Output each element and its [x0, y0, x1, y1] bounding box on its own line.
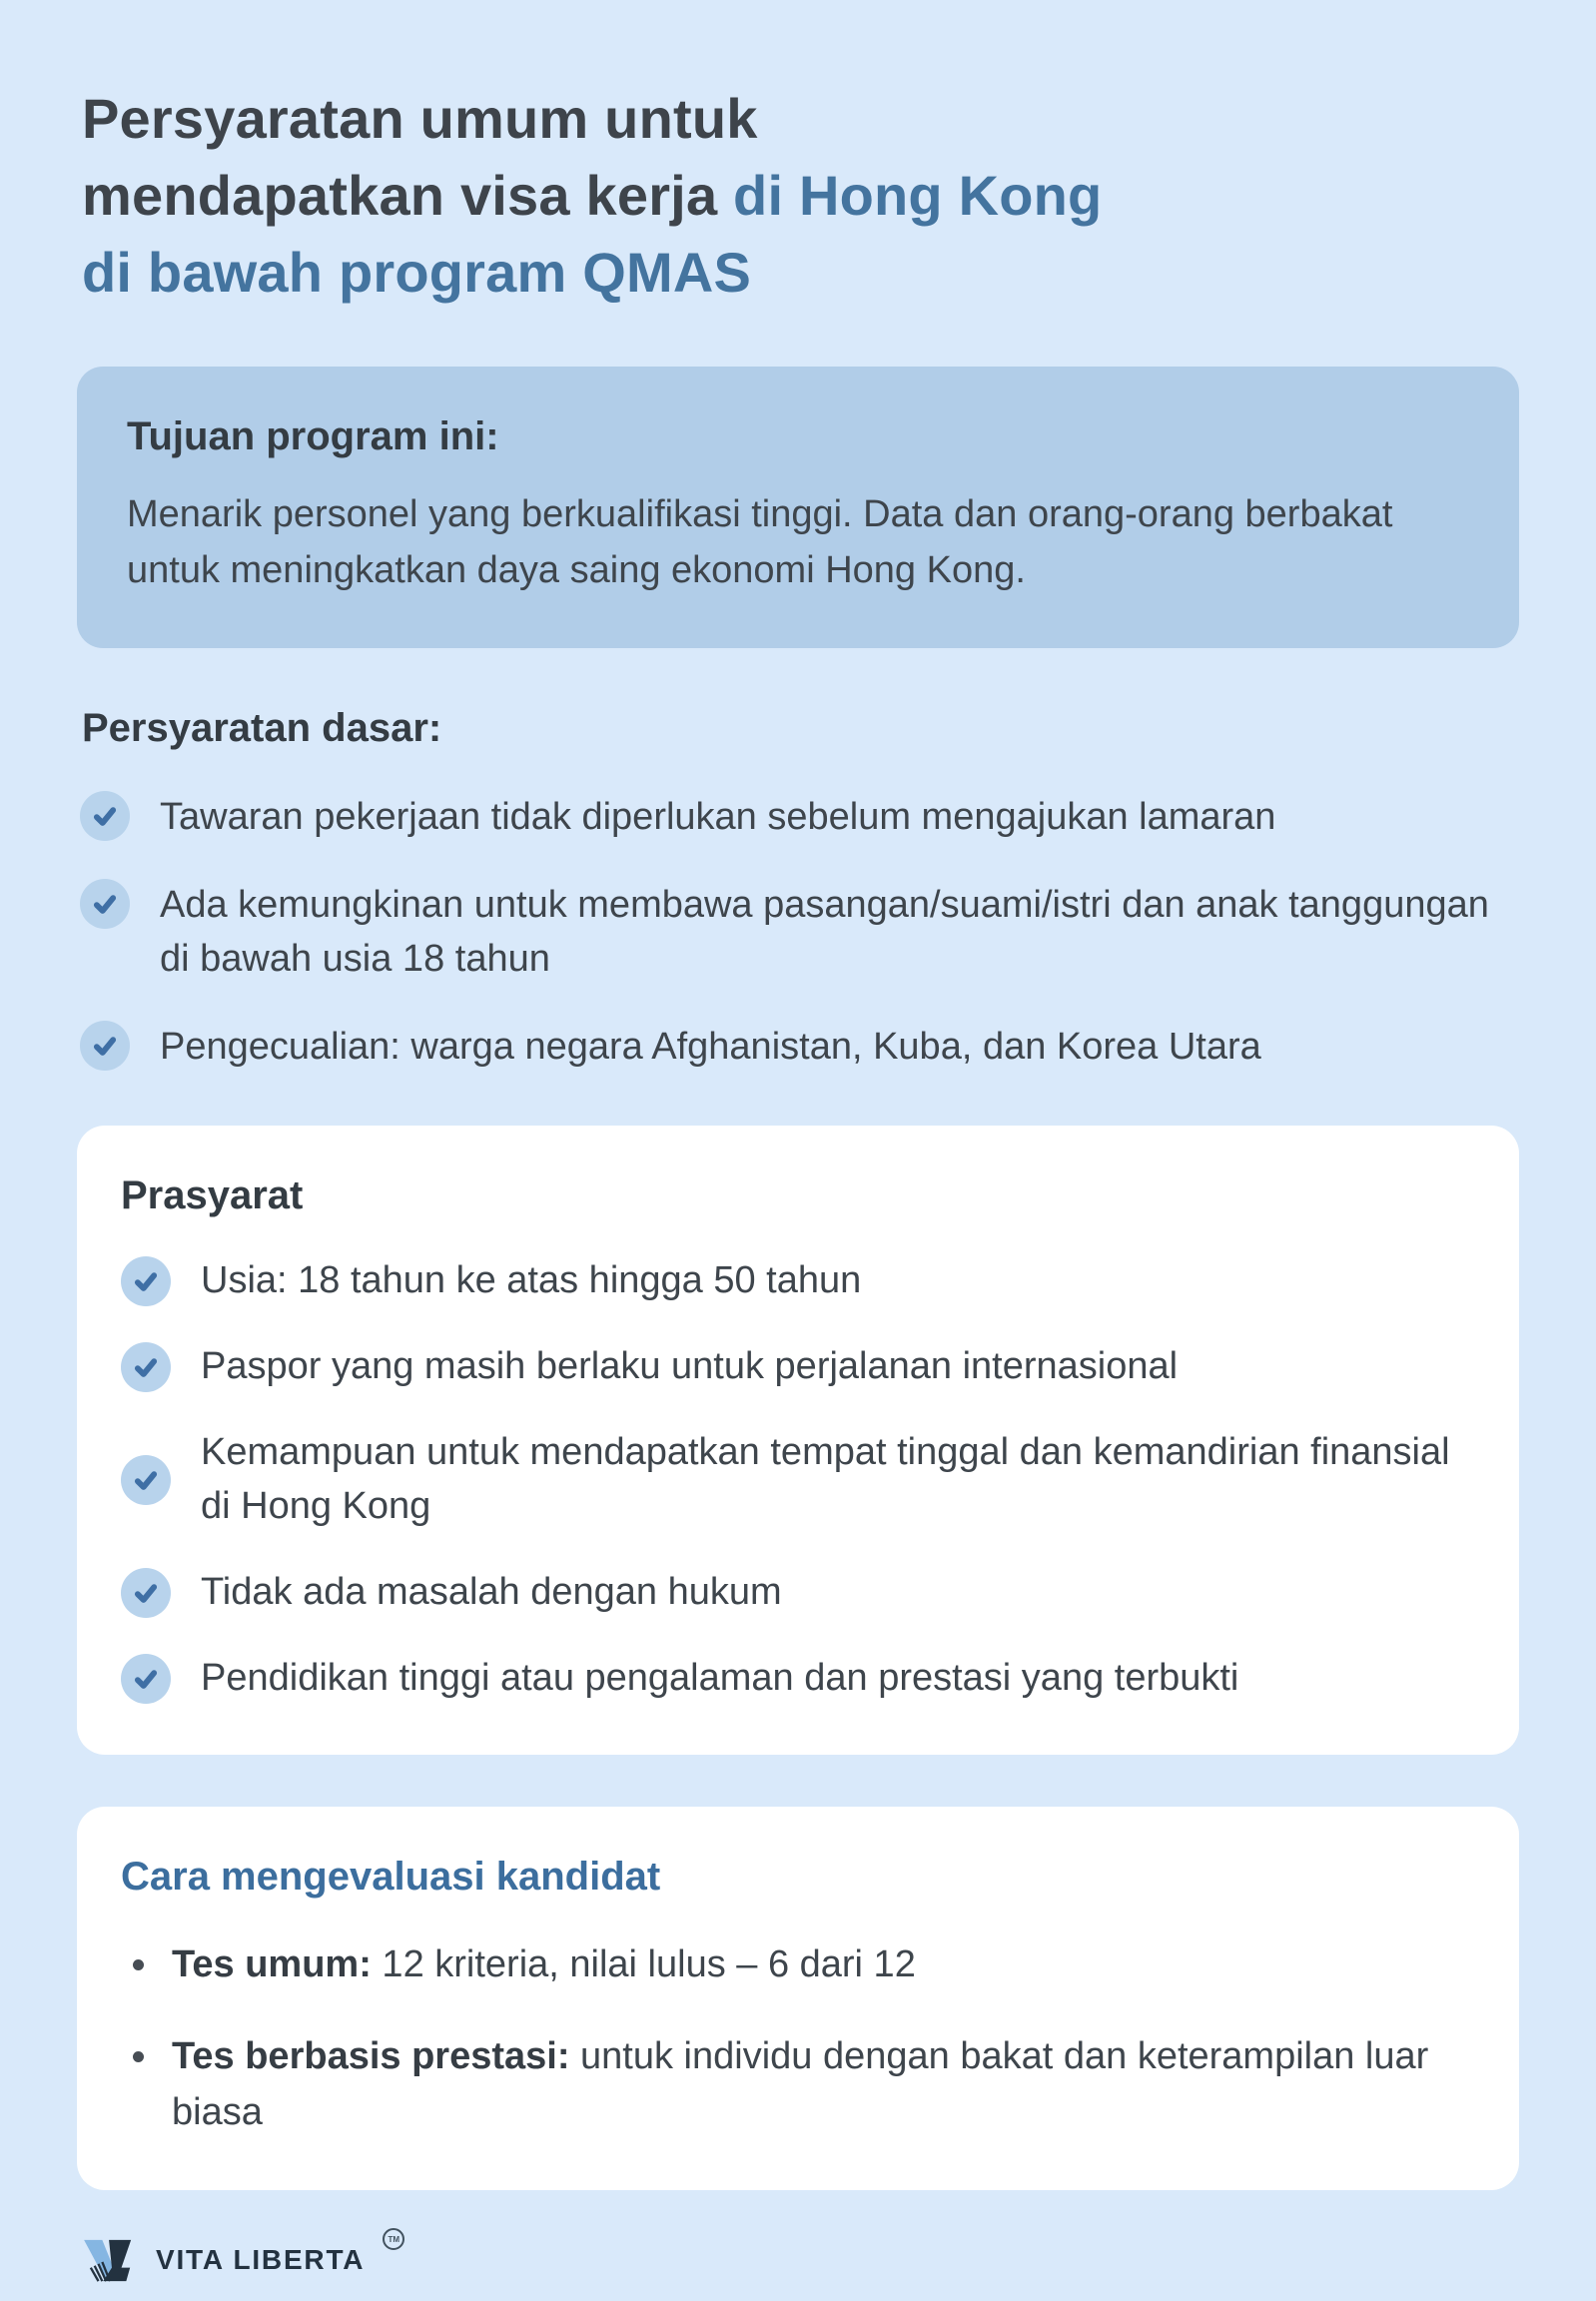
prerequisites-card	[77, 1126, 1519, 1755]
logo-mark-icon	[82, 2236, 140, 2284]
page-title	[77, 80, 1519, 311]
list-item	[121, 1425, 1475, 1533]
title-text-blue: di Hong Kong	[733, 164, 1103, 227]
list-item	[121, 1253, 1475, 1307]
list-item-text	[172, 1936, 916, 1992]
check-icon	[80, 879, 130, 929]
list-item-rest: 12 kriteria, nilai lulus – 6 dari 12	[371, 1943, 916, 1985]
list-item-text: Paspor yang masih berlaku untuk perjalanan internasional	[201, 1345, 1179, 1387]
list-item	[133, 2028, 1475, 2140]
bullet-dot-icon	[133, 1959, 144, 1970]
evaluation-heading: Cara mengevaluasi kandidat	[121, 1855, 661, 1899]
check-icon	[121, 1342, 171, 1392]
list-item	[80, 790, 1519, 844]
list-item	[133, 1936, 1475, 1992]
list-item-text: Kemampuan untuk mendapatkan tempat tinggal dan kemandirian finansial di Hong Kong	[201, 1431, 1450, 1527]
list-item-text: Pengecualian: warga negara Afghanistan, Kuba, dan Korea Utara	[160, 1026, 1261, 1068]
list-item	[121, 1651, 1475, 1705]
check-icon	[121, 1568, 171, 1618]
list-item-text	[172, 2028, 1475, 2140]
check-icon	[80, 791, 130, 841]
purpose-body: Menarik personel yang berkualifikasi tinggi. Data dan orang-orang berbakat untuk meningkatkan daya saing ekonomi Hong Kong.	[127, 493, 1393, 591]
list-item-bold: Tes berbasis prestasi:	[172, 2035, 570, 2077]
list-item-text: Tawaran pekerjaan tidak diperlukan sebelum mengajukan lamaran	[160, 796, 1276, 838]
list-item-rest: untuk individu dengan bakat dan keterampilan luar biasa	[172, 2035, 1429, 2133]
list-item	[80, 1020, 1519, 1074]
title-text-blue: di bawah program QMAS	[82, 241, 752, 304]
purpose-card	[77, 367, 1519, 648]
trademark-icon: TM	[383, 2228, 404, 2250]
list-item	[121, 1339, 1475, 1393]
title-text-dark: mendapatkan visa kerja	[82, 164, 734, 227]
list-item-bold: Tes umum:	[172, 1943, 372, 1985]
title-line-1	[82, 80, 1519, 157]
evaluation-card	[77, 1807, 1519, 2190]
footer	[77, 2236, 1519, 2284]
prerequisites-heading: Prasyarat	[121, 1173, 304, 1217]
title-text-dark: Persyaratan umum untuk	[82, 87, 758, 150]
evaluation-list	[121, 1936, 1475, 2140]
list-item	[80, 878, 1519, 986]
bullet-dot-icon	[133, 2051, 144, 2062]
basic-requirements-heading: Persyaratan dasar:	[82, 706, 442, 750]
purpose-heading: Tujuan program ini:	[127, 414, 499, 458]
vita-liberta-logo	[82, 2236, 1519, 2284]
list-item-text: Ada kemungkinan untuk membawa pasangan/suami/istri dan anak tanggungan di bawah usia 18 tahun	[160, 884, 1489, 980]
list-item-text: Usia: 18 tahun ke atas hingga 50 tahun	[201, 1259, 862, 1301]
title-line-3	[82, 234, 1519, 311]
check-icon	[80, 1021, 130, 1071]
list-item-text: Pendidikan tinggi atau pengalaman dan prestasi yang terbukti	[201, 1657, 1239, 1699]
title-line-2	[82, 157, 1519, 234]
check-icon	[121, 1654, 171, 1704]
check-icon	[121, 1256, 171, 1306]
list-item	[121, 1565, 1475, 1619]
check-icon	[121, 1455, 171, 1505]
logo-text: VITA LIBERTA	[156, 2244, 366, 2275]
list-item-text: Tidak ada masalah dengan hukum	[201, 1571, 782, 1613]
basic-requirements-list	[77, 790, 1519, 1074]
prerequisites-list	[121, 1253, 1475, 1705]
